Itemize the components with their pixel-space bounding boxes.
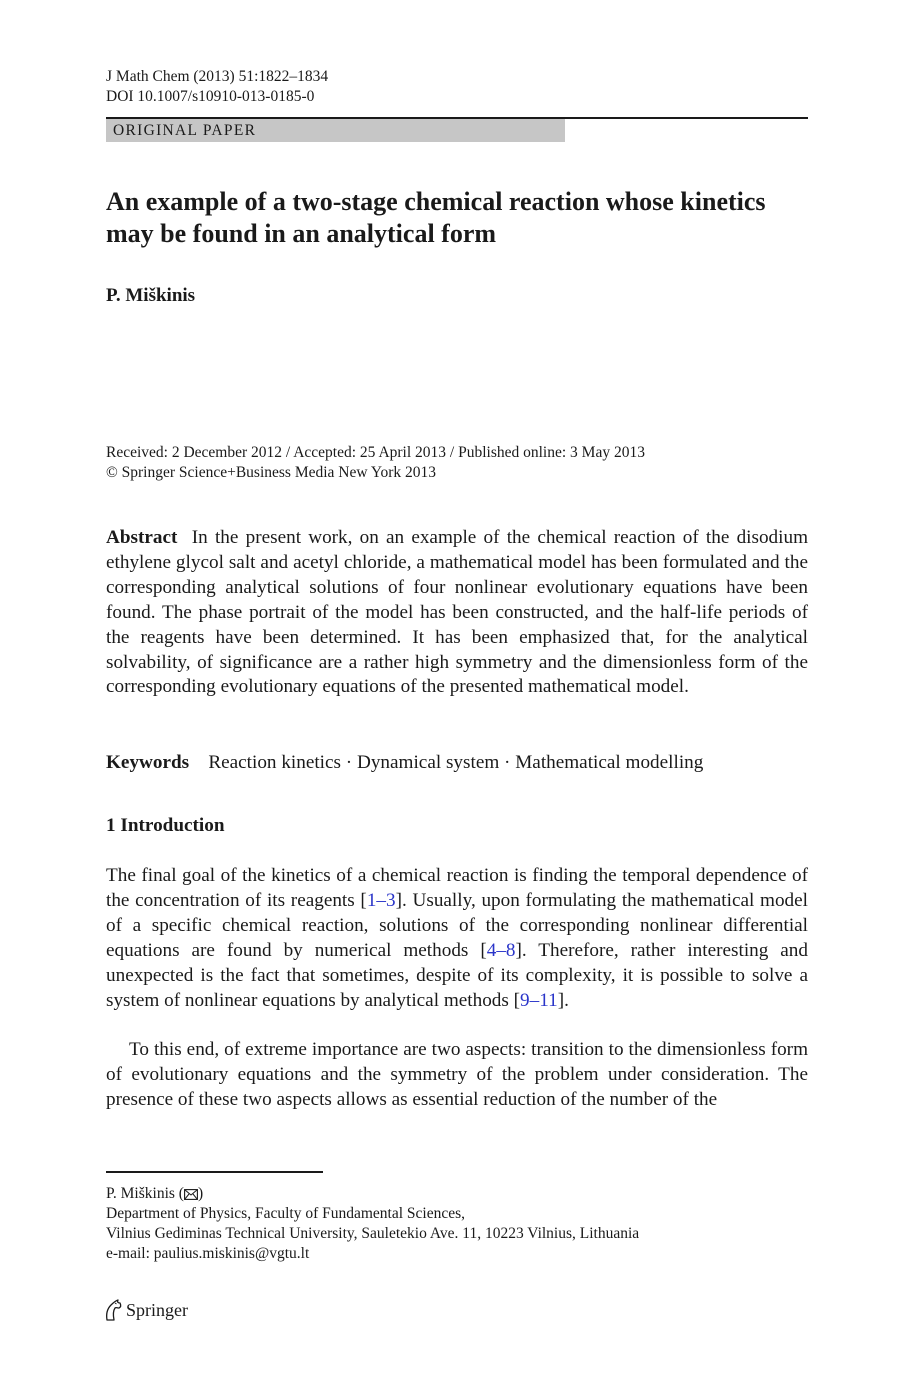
citation-range-dash: – — [529, 989, 540, 1011]
intro-paragraph-2: To this end, of extreme importance are two aspects: transition to the dimensionless form of evolutionary equations and the symmetry of the problem under consideration. The presence of these two aspects allows as essential reduction of the number of the — [106, 1039, 808, 1110]
article-type-banner — [106, 119, 565, 142]
publisher-name: Springer — [126, 1300, 188, 1320]
history-line: Received: 2 December 2012 / Accepted: 25 April 2013 / Published online: 3 May 2013 — [106, 444, 645, 461]
intro-text: ]. — [557, 989, 569, 1011]
footnote-author-close: ) — [197, 1185, 204, 1202]
abstract-text: In the present work, on an example of the chemical reaction of the disodium ethylene glycol salt and acetyl chloride, a mathematical model has been formulated and the corresponding analytical solutions of four nonlinear evolutionary equations have been found. The phase portrait of the model has been constructed, and the half-life periods of the reagents have been determined. It has been emphasized that, for the analytical solvability, of significance are a rather high symmetry and the dimensionless form of the corresponding evolutionary equations of the presented mathematical model. — [106, 527, 808, 698]
publication-history — [106, 443, 645, 483]
intro-text: ]. Usually, upon formulating the mathematical model of a specific chemical reaction, solutions of the corresponding nonlinear differential equations are found by numerical methods [ — [106, 889, 808, 961]
abstract — [106, 526, 808, 700]
springer-horse-icon — [104, 1299, 123, 1321]
footnote-author — [106, 1184, 639, 1204]
intro-paragraph-1 — [106, 864, 808, 1013]
publisher-logo — [104, 1298, 188, 1322]
article-type-label: ORIGINAL PAPER — [113, 122, 257, 139]
keywords-text: Reaction kinetics · Dynamical system · Mathematical modelling — [208, 752, 704, 773]
footnote-rule — [106, 1171, 323, 1173]
footnote-email: e-mail: paulius.miskinis@vgtu.lt — [106, 1245, 310, 1262]
citation-link-1[interactable]: 1 — [366, 889, 377, 911]
citation-link-11[interactable]: 11 — [539, 989, 558, 1011]
footnote-department: Department of Physics, Faculty of Fundamental Sciences, — [106, 1205, 466, 1222]
citation-range-dash: – — [496, 939, 506, 961]
citation-range-dash: – — [376, 889, 387, 911]
copyright-line: © Springer Science+Business Media New York 2013 — [106, 464, 437, 481]
citation-link-9[interactable]: 9 — [520, 989, 530, 1011]
journal-citation — [106, 67, 328, 107]
author-affiliation — [106, 1184, 639, 1264]
keywords — [106, 751, 703, 776]
author-name: P. Miškinis — [106, 285, 196, 306]
intro-text: The final goal of the kinetics of a chemical reaction is finding the temporal dependence of the concentration of its reagents [ — [106, 865, 808, 911]
section-heading-introduction: 1 Introduction — [106, 815, 225, 836]
footnote-author-name: P. Miškinis ( — [106, 1185, 184, 1202]
paper-title: An example of a two-stage chemical reaction whose kinetics may be found in an analytical form — [106, 187, 766, 248]
abstract-label: Abstract — [106, 527, 178, 548]
doi-line: DOI 10.1007/s10910-013-0185-0 — [106, 88, 315, 105]
citation-link-4[interactable]: 4 — [486, 939, 497, 961]
citation-link-3[interactable]: 3 — [386, 889, 396, 911]
journal-line: J Math Chem (2013) 51:1822–1834 — [106, 68, 329, 85]
keywords-label: Keywords — [106, 752, 190, 773]
envelope-icon[interactable] — [184, 1189, 198, 1200]
intro-text: ]. Therefore, rather interesting and unexpected is the fact that sometimes, despite of its complexity, it is possible to solve a system of nonlinear equations by analytical methods [ — [106, 939, 808, 1011]
footnote-university: Vilnius Gediminas Technical University, Sauletekio Ave. 11, 10223 Vilnius, Lithuania — [106, 1225, 640, 1242]
citation-link-8[interactable]: 8 — [505, 939, 516, 961]
